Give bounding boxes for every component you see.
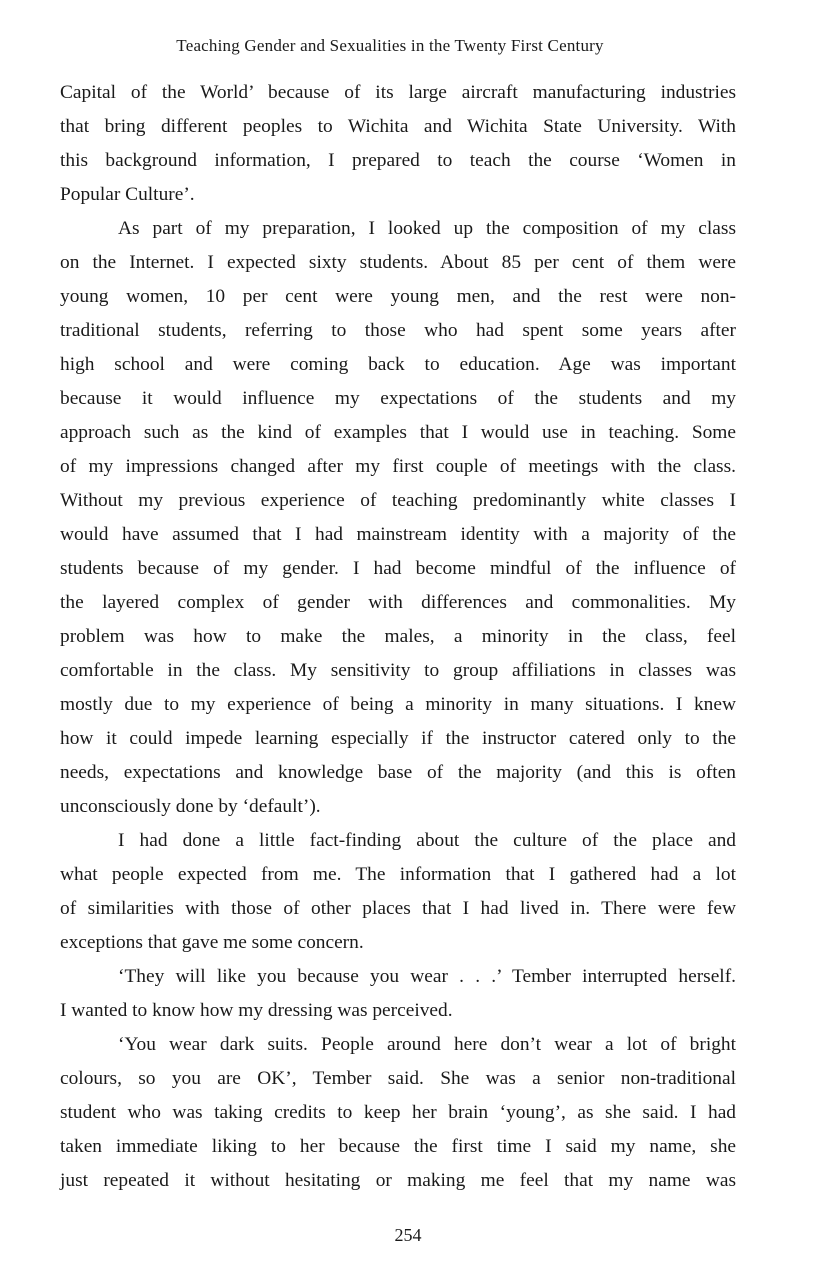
text-line: would have assumed that I had mainstream identity with a majority of the xyxy=(60,524,736,545)
text-line: approach such as the kind of examples that I would use in teaching. Some xyxy=(60,422,736,443)
running-head: Teaching Gender and Sexualities in the Twenty First Century xyxy=(176,36,604,55)
text-line: high school and were coming back to education. Age was important xyxy=(60,354,736,375)
text-line: the layered complex of gender with differences and commonalities. My xyxy=(60,592,736,613)
text-line: of my impressions changed after my first couple of meetings with the class. xyxy=(60,456,736,477)
text-line: comfortable in the class. My sensitivity to group affiliations in classes was xyxy=(60,660,736,681)
text-line: ‘You wear dark suits. People around here don’t wear a lot of bright xyxy=(118,1034,736,1055)
text-line: mostly due to my experience of being a minority in many situations. I knew xyxy=(60,694,736,715)
text-line: because it would influence my expectations of the students and my xyxy=(60,388,736,409)
paragraph xyxy=(60,960,736,1028)
text-line: traditional students, referring to those who had spent some years after xyxy=(60,320,736,341)
text-line: student who was taking credits to keep her brain ‘young’, as she said. I had xyxy=(60,1102,736,1123)
text-line: colours, so you are OK’, Tember said. She was a senior non-traditional xyxy=(60,1068,736,1089)
body-text xyxy=(60,76,736,1198)
page-number: 254 xyxy=(394,1225,422,1245)
text-line: students because of my gender. I had become mindful of the influence of xyxy=(60,558,736,579)
text-line: this background information, I prepared to teach the course ‘Women in xyxy=(60,150,736,171)
paragraph xyxy=(60,212,736,824)
text-line: that bring different peoples to Wichita and Wichita State University. With xyxy=(60,116,736,137)
text-line: ‘They will like you because you wear . . .’ Tember interrupted herself. xyxy=(118,966,736,987)
paragraph xyxy=(60,76,736,212)
text-line: young women, 10 per cent were young men, and the rest were non- xyxy=(60,286,736,307)
paragraph xyxy=(60,1028,736,1198)
text-line: just repeated it without hesitating or making me feel that my name was xyxy=(60,1170,736,1191)
text-line: Popular Culture’. xyxy=(60,184,195,205)
text-line: unconsciously done by ‘default’). xyxy=(60,796,321,817)
text-line: Capital of the World’ because of its large aircraft manufacturing industries xyxy=(60,82,736,103)
text-line: Without my previous experience of teaching predominantly white classes I xyxy=(60,490,736,511)
text-line: needs, expectations and knowledge base of the majority (and this is often xyxy=(60,762,736,783)
text-line: I wanted to know how my dressing was perceived. xyxy=(60,1000,453,1021)
text-line: As part of my preparation, I looked up the composition of my class xyxy=(118,218,736,239)
text-line: problem was how to make the males, a minority in the class, feel xyxy=(60,626,736,647)
text-line: taken immediate liking to her because the first time I said my name, she xyxy=(60,1136,736,1157)
text-line: of similarities with those of other places that I had lived in. There were few xyxy=(60,898,736,919)
text-line: exceptions that gave me some concern. xyxy=(60,932,364,953)
text-line: I had done a little fact-finding about the culture of the place and xyxy=(118,830,736,851)
paragraph xyxy=(60,824,736,960)
text-line: on the Internet. I expected sixty students. About 85 per cent of them were xyxy=(60,252,736,273)
text-line: what people expected from me. The information that I gathered had a lot xyxy=(60,864,736,885)
text-line: how it could impede learning especially if the instructor catered only to the xyxy=(60,728,736,749)
